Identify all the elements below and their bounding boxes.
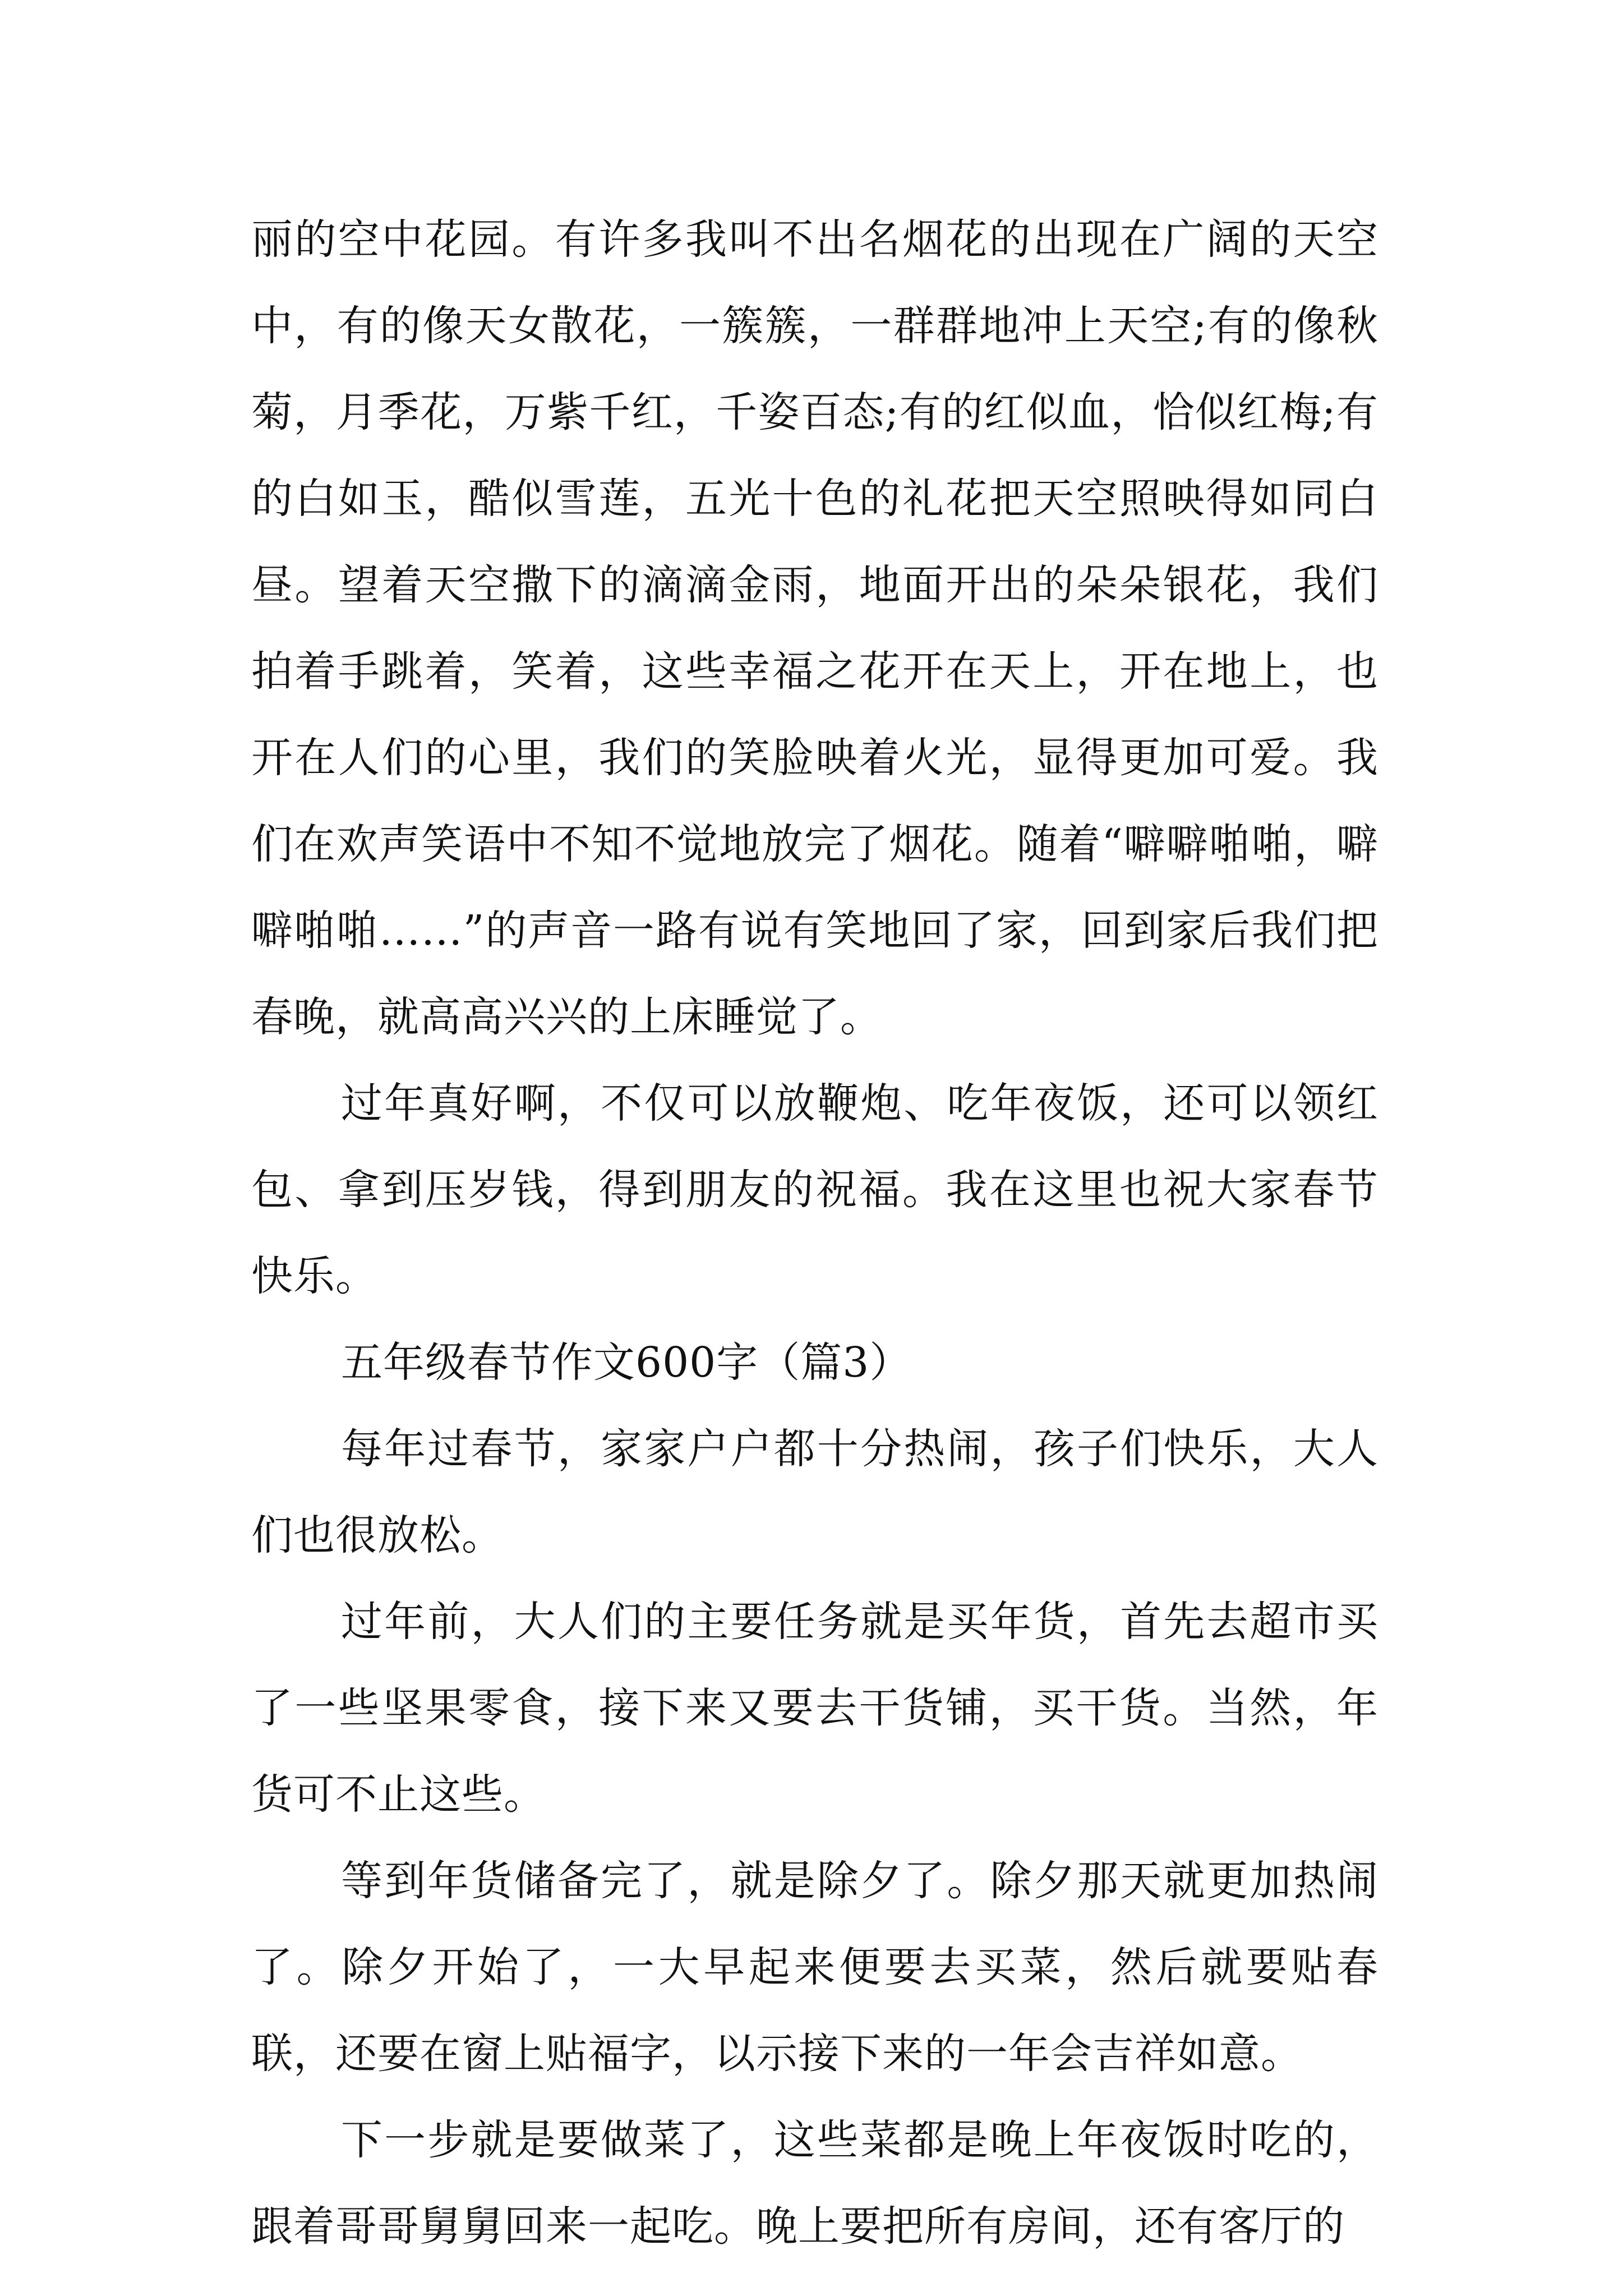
paragraph-every-year: 每年过春节，家家户户都十分热闹，孩子们快乐，大人们也很放松。 [251, 1425, 1378, 1559]
paragraph-cooking: 下一步就是要做菜了，这些菜都是晚上年夜饭时吃的，跟着哥哥舅舅回来一起吃。晚上要把所有房间，还有客厅的 [251, 2116, 1378, 2251]
essay-heading: 五年级春节作文600字（篇3） [341, 1338, 912, 1387]
paragraph-new-year-eve: 等到年货储备完了，就是除夕了。除夕那天就更加热闹了。除夕开始了，一大早起来便要去买菜，然后就要贴春联，还要在窗上贴福字，以示接下来的一年会吉祥如意。 [251, 1857, 1378, 2078]
paragraph-fireworks: 丽的空中花园。有许多我叫不出名烟花的出现在广阔的天空中，有的像天女散花，一簇簇，一群群地冲上天空;有的像秋菊，月季花，万紫千红，千姿百态;有的红似血，恰似红梅;有的白如玉，酷似雪莲，五光十色的礼花把天空照映得如同白昼。望着天空撒下的滴滴金雨，地面开出的朵朵银花，我们拍着手跳着，笑着，这些幸福之花开在天上，开在地上，也开在人们的心里，我们的笑脸映着火光，显得更加可爱。我们在欢声笑语中不知不觉地放完了烟花。随着“噼噼啪啪，噼噼啪啪……”的声音一路有说有笑地回了家，回到家后我们把春晚，就高高兴兴的上床睡觉了。 [251, 215, 1378, 1041]
document-body [251, 196, 1378, 2270]
paragraph-before-new-year: 过年前，大人们的主要任务就是买年货，首先去超市买了一些坚果零食，接下来又要去干货铺，买干货。当然，年货可不止这些。 [251, 1598, 1378, 1819]
paragraph-new-year-good: 过年真好啊，不仅可以放鞭炮、吃年夜饭，还可以领红包、拿到压岁钱，得到朋友的祝福。我在这里也祝大家春节快乐。 [251, 1079, 1378, 1300]
